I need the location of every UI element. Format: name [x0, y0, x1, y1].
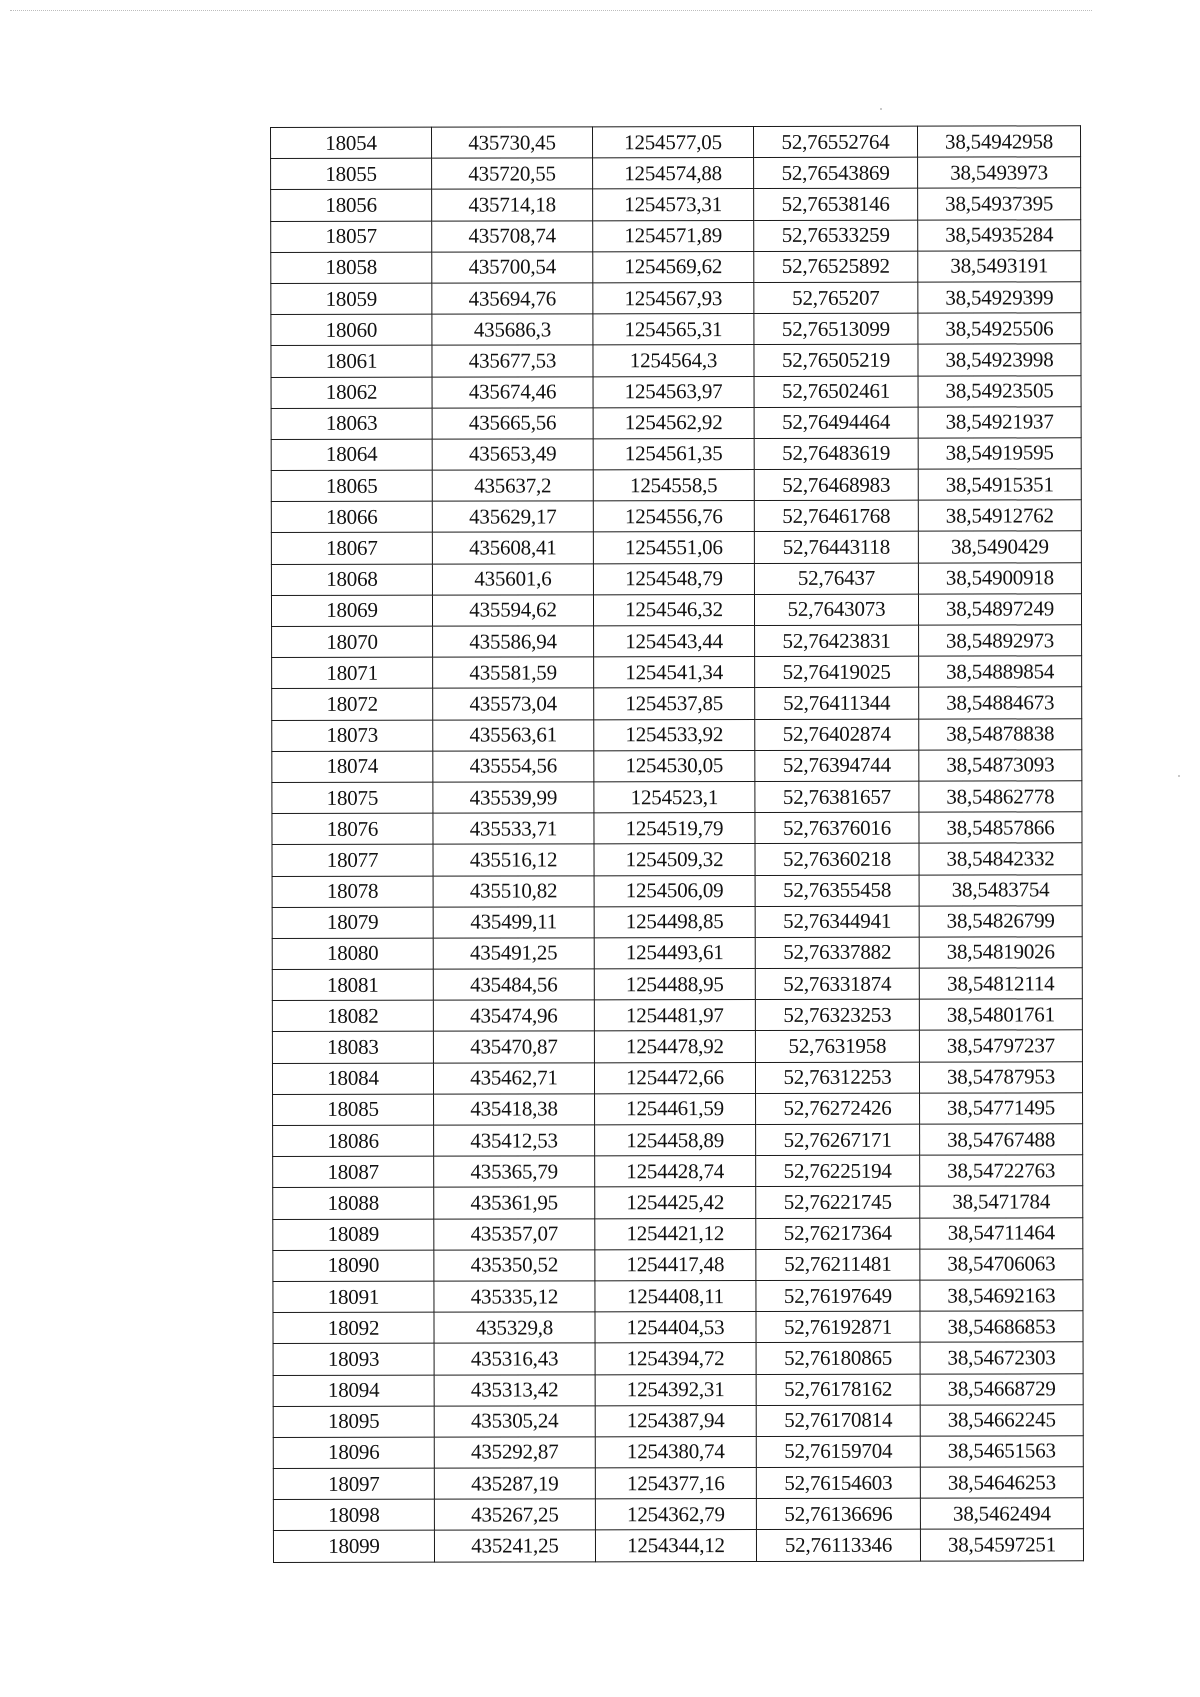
latitude-cell: 52,76505219 [754, 344, 918, 376]
table-row [271, 251, 1081, 284]
point-number-cell: 18083 [272, 1032, 433, 1064]
longitude-cell: 38,54767488 [920, 1124, 1083, 1156]
longitude-cell: 38,54889854 [919, 656, 1082, 688]
x-coordinate-cell: 435608,41 [432, 532, 593, 564]
longitude-cell: 38,54812114 [919, 968, 1082, 1000]
longitude-cell: 38,54597251 [920, 1529, 1083, 1561]
longitude-cell: 38,54892973 [919, 625, 1082, 657]
latitude-cell: 52,76552764 [754, 126, 918, 158]
point-number-cell: 18081 [272, 969, 433, 1001]
longitude-cell: 38,54692163 [920, 1280, 1083, 1312]
table-row [271, 282, 1081, 315]
y-coordinate-cell: 1254478,92 [594, 1031, 755, 1063]
longitude-cell: 38,54787953 [919, 1061, 1082, 1093]
latitude-cell: 52,76217364 [756, 1218, 920, 1250]
point-number-cell: 18082 [272, 1000, 433, 1032]
y-coordinate-cell: 1254551,06 [593, 532, 754, 564]
latitude-cell: 52,76411344 [755, 688, 919, 720]
latitude-cell: 52,76533259 [754, 220, 918, 252]
x-coordinate-cell: 435462,71 [433, 1062, 594, 1094]
point-number-cell: 18099 [273, 1531, 434, 1563]
latitude-cell: 52,765207 [754, 282, 918, 314]
latitude-cell: 52,76178162 [756, 1374, 920, 1406]
y-coordinate-cell: 1254498,85 [594, 906, 755, 938]
coordinates-table [270, 125, 1084, 1562]
table-row [273, 1249, 1083, 1282]
longitude-cell: 38,54915351 [918, 469, 1081, 501]
y-coordinate-cell: 1254458,89 [595, 1124, 756, 1156]
x-coordinate-cell: 435586,94 [433, 626, 594, 658]
longitude-cell: 38,54921937 [918, 406, 1081, 438]
longitude-cell: 38,54878838 [919, 718, 1082, 750]
longitude-cell: 38,54897249 [918, 594, 1081, 626]
point-number-cell: 18078 [272, 876, 433, 908]
table-row [273, 1498, 1083, 1531]
x-coordinate-cell: 435563,61 [433, 719, 594, 751]
x-coordinate-cell: 435510,82 [433, 875, 594, 907]
latitude-cell: 52,76180865 [756, 1342, 920, 1374]
latitude-cell: 52,76197649 [756, 1280, 920, 1312]
table-row [273, 1467, 1083, 1500]
y-coordinate-cell: 1254533,92 [594, 719, 755, 751]
longitude-cell: 38,54862778 [919, 781, 1082, 813]
point-number-cell: 18060 [271, 314, 432, 346]
longitude-cell: 38,54668729 [920, 1373, 1083, 1405]
table-row [271, 375, 1081, 408]
y-coordinate-cell: 1254387,94 [595, 1405, 756, 1437]
y-coordinate-cell: 1254362,79 [595, 1499, 756, 1531]
latitude-cell: 52,76267171 [756, 1124, 920, 1156]
longitude-cell: 38,54942958 [917, 126, 1080, 158]
y-coordinate-cell: 1254548,79 [593, 563, 754, 595]
x-coordinate-cell: 435350,52 [434, 1250, 595, 1282]
y-coordinate-cell: 1254493,61 [594, 937, 755, 969]
point-number-cell: 18063 [271, 408, 432, 440]
point-number-cell: 18080 [272, 938, 433, 970]
x-coordinate-cell: 435674,46 [432, 376, 593, 408]
longitude-cell: 38,54651563 [920, 1436, 1083, 1468]
longitude-cell: 38,5493191 [918, 251, 1081, 283]
point-number-cell: 18059 [271, 283, 432, 315]
longitude-cell: 38,54857866 [919, 812, 1082, 844]
x-coordinate-cell: 435267,25 [434, 1499, 595, 1531]
y-coordinate-cell: 1254461,59 [595, 1093, 756, 1125]
x-coordinate-cell: 435629,17 [432, 501, 593, 533]
latitude-cell: 52,76355458 [755, 875, 919, 907]
point-number-cell: 18074 [272, 751, 433, 783]
point-number-cell: 18097 [273, 1468, 434, 1500]
y-coordinate-cell: 1254344,12 [595, 1530, 756, 1562]
longitude-cell: 38,5490429 [918, 531, 1081, 563]
x-coordinate-cell: 435335,12 [434, 1281, 595, 1313]
table-row [272, 874, 1082, 907]
longitude-cell: 38,54925506 [918, 313, 1081, 345]
y-coordinate-cell: 1254577,05 [593, 126, 754, 158]
longitude-cell: 38,5471784 [920, 1186, 1083, 1218]
point-number-cell: 18070 [272, 626, 433, 658]
latitude-cell: 52,76221745 [756, 1187, 920, 1219]
x-coordinate-cell: 435700,54 [432, 252, 593, 284]
x-coordinate-cell: 435665,56 [432, 408, 593, 440]
latitude-cell: 52,76538146 [754, 189, 918, 221]
latitude-cell: 52,7631958 [755, 1031, 919, 1063]
x-coordinate-cell: 435241,25 [434, 1530, 595, 1562]
x-coordinate-cell: 435720,55 [432, 158, 593, 190]
latitude-cell: 52,76225194 [756, 1155, 920, 1187]
y-coordinate-cell: 1254380,74 [595, 1436, 756, 1468]
x-coordinate-cell: 435708,74 [432, 220, 593, 252]
latitude-cell: 52,76159704 [756, 1436, 920, 1468]
table-row [272, 999, 1082, 1032]
latitude-cell: 52,76461768 [754, 500, 918, 532]
x-coordinate-cell: 435594,62 [432, 595, 593, 627]
point-number-cell: 18066 [271, 501, 432, 533]
point-number-cell: 18079 [272, 907, 433, 939]
point-number-cell: 18069 [271, 595, 432, 627]
latitude-cell: 52,76312253 [755, 1062, 919, 1094]
table-row [273, 1217, 1083, 1250]
latitude-cell: 52,76344941 [755, 906, 919, 938]
point-number-cell: 18095 [273, 1406, 434, 1438]
longitude-cell: 38,54884673 [919, 687, 1082, 719]
table-row [273, 1124, 1083, 1157]
latitude-cell: 52,76381657 [755, 781, 919, 813]
x-coordinate-cell: 435316,43 [434, 1343, 595, 1375]
table-row [271, 438, 1081, 471]
latitude-cell: 52,76513099 [754, 313, 918, 345]
x-coordinate-cell: 435637,2 [432, 470, 593, 502]
table-row [273, 1280, 1083, 1313]
x-coordinate-cell: 435412,53 [434, 1125, 595, 1157]
y-coordinate-cell: 1254537,85 [594, 688, 755, 720]
table-row [273, 1373, 1083, 1406]
y-coordinate-cell: 1254574,88 [593, 158, 754, 190]
latitude-cell: 52,76483619 [754, 438, 918, 470]
x-coordinate-cell: 435653,49 [432, 439, 593, 471]
point-number-cell: 18091 [273, 1281, 434, 1313]
y-coordinate-cell: 1254506,09 [594, 875, 755, 907]
table-row [272, 843, 1082, 876]
scan-speck [1178, 775, 1180, 777]
table-row [273, 1342, 1083, 1375]
x-coordinate-cell: 435694,76 [432, 283, 593, 315]
table-row [273, 1436, 1083, 1469]
point-number-cell: 18056 [271, 190, 432, 222]
point-number-cell: 18077 [272, 844, 433, 876]
table-row [271, 531, 1081, 564]
table-row [271, 157, 1081, 190]
point-number-cell: 18075 [272, 782, 433, 814]
longitude-cell: 38,54923505 [918, 375, 1081, 407]
y-coordinate-cell: 1254546,32 [593, 594, 754, 626]
table-row [272, 1061, 1082, 1094]
point-number-cell: 18054 [271, 127, 432, 159]
table-row [272, 718, 1082, 751]
table-row [272, 687, 1082, 720]
y-coordinate-cell: 1254523,1 [594, 781, 755, 813]
scan-edge-line [10, 10, 1092, 11]
table-row [272, 625, 1082, 658]
x-coordinate-cell: 435581,59 [433, 657, 594, 689]
table-row [271, 219, 1081, 252]
point-number-cell: 18085 [273, 1094, 434, 1126]
longitude-cell: 38,54919595 [918, 438, 1081, 470]
table-row [273, 1529, 1083, 1562]
x-coordinate-cell: 435474,96 [433, 1000, 594, 1032]
point-number-cell: 18098 [273, 1499, 434, 1531]
y-coordinate-cell: 1254472,66 [594, 1062, 755, 1094]
x-coordinate-cell: 435365,79 [434, 1156, 595, 1188]
x-coordinate-cell: 435470,87 [433, 1031, 594, 1063]
y-coordinate-cell: 1254394,72 [595, 1343, 756, 1375]
longitude-cell: 38,54900918 [918, 562, 1081, 594]
x-coordinate-cell: 435484,56 [433, 969, 594, 1001]
point-number-cell: 18057 [271, 221, 432, 253]
table-row [272, 905, 1082, 938]
table-row [273, 1155, 1083, 1188]
table-row [271, 500, 1081, 533]
table-row [272, 781, 1082, 814]
longitude-cell: 38,54935284 [918, 219, 1081, 251]
point-number-cell: 18055 [271, 158, 432, 190]
point-number-cell: 18076 [272, 813, 433, 845]
longitude-cell: 38,54819026 [919, 937, 1082, 969]
y-coordinate-cell: 1254573,31 [593, 189, 754, 221]
x-coordinate-cell: 435601,6 [432, 563, 593, 595]
point-number-cell: 18064 [271, 439, 432, 471]
y-coordinate-cell: 1254530,05 [594, 750, 755, 782]
y-coordinate-cell: 1254425,42 [595, 1187, 756, 1219]
longitude-cell: 38,5483754 [919, 874, 1082, 906]
table-row [272, 1030, 1082, 1063]
point-number-cell: 18089 [273, 1219, 434, 1251]
longitude-cell: 38,5462494 [920, 1498, 1083, 1530]
longitude-cell: 38,54826799 [919, 905, 1082, 937]
y-coordinate-cell: 1254558,5 [593, 470, 754, 502]
x-coordinate-cell: 435730,45 [432, 127, 593, 159]
longitude-cell: 38,54672303 [920, 1342, 1083, 1374]
point-number-cell: 18062 [271, 377, 432, 409]
table-row [273, 1404, 1083, 1437]
latitude-cell: 52,76192871 [756, 1311, 920, 1343]
table-row [273, 1311, 1083, 1344]
longitude-cell: 38,5493973 [918, 157, 1081, 189]
y-coordinate-cell: 1254562,92 [593, 407, 754, 439]
latitude-cell: 52,76136696 [756, 1498, 920, 1530]
point-number-cell: 18058 [271, 252, 432, 284]
point-number-cell: 18061 [271, 345, 432, 377]
latitude-cell: 52,7643073 [754, 594, 918, 626]
x-coordinate-cell: 435313,42 [434, 1374, 595, 1406]
y-coordinate-cell: 1254417,48 [595, 1249, 756, 1281]
longitude-cell: 38,54797237 [919, 1030, 1082, 1062]
x-coordinate-cell: 435677,53 [432, 345, 593, 377]
x-coordinate-cell: 435686,3 [432, 314, 593, 346]
point-number-cell: 18072 [272, 689, 433, 721]
table-row [271, 344, 1081, 377]
point-number-cell: 18090 [273, 1250, 434, 1282]
latitude-cell: 52,76468983 [754, 469, 918, 501]
table-row [271, 188, 1081, 221]
latitude-cell: 52,76423831 [755, 625, 919, 657]
longitude-cell: 38,54722763 [920, 1155, 1083, 1187]
latitude-cell: 52,76437 [754, 563, 918, 595]
table-row [273, 1093, 1083, 1126]
y-coordinate-cell: 1254421,12 [595, 1218, 756, 1250]
longitude-cell: 38,54706063 [920, 1249, 1083, 1281]
y-coordinate-cell: 1254567,93 [593, 282, 754, 314]
latitude-cell: 52,76525892 [754, 251, 918, 283]
y-coordinate-cell: 1254509,32 [594, 844, 755, 876]
longitude-cell: 38,54929399 [918, 282, 1081, 314]
table-row [271, 313, 1081, 346]
table-row [272, 656, 1082, 689]
scan-speck [880, 108, 882, 110]
y-coordinate-cell: 1254556,76 [593, 501, 754, 533]
x-coordinate-cell: 435418,38 [434, 1094, 595, 1126]
y-coordinate-cell: 1254408,11 [595, 1280, 756, 1312]
longitude-cell: 38,54801761 [919, 999, 1082, 1031]
y-coordinate-cell: 1254488,95 [594, 969, 755, 1001]
longitude-cell: 38,54686853 [920, 1311, 1083, 1343]
y-coordinate-cell: 1254565,31 [593, 314, 754, 346]
x-coordinate-cell: 435554,56 [433, 751, 594, 783]
latitude-cell: 52,76360218 [755, 843, 919, 875]
latitude-cell: 52,76443118 [754, 532, 918, 564]
y-coordinate-cell: 1254561,35 [593, 438, 754, 470]
point-number-cell: 18092 [273, 1312, 434, 1344]
latitude-cell: 52,76272426 [756, 1093, 920, 1125]
longitude-cell: 38,54873093 [919, 750, 1082, 782]
y-coordinate-cell: 1254564,3 [593, 345, 754, 377]
latitude-cell: 52,76376016 [755, 812, 919, 844]
latitude-cell: 52,76502461 [754, 376, 918, 408]
x-coordinate-cell: 435292,87 [434, 1437, 595, 1469]
longitude-cell: 38,54771495 [920, 1093, 1083, 1125]
y-coordinate-cell: 1254563,97 [593, 376, 754, 408]
longitude-cell: 38,54912762 [918, 500, 1081, 532]
point-number-cell: 18065 [271, 470, 432, 502]
latitude-cell: 52,76331874 [755, 968, 919, 1000]
x-coordinate-cell: 435305,24 [434, 1406, 595, 1438]
table-row [272, 968, 1082, 1001]
latitude-cell: 52,76543869 [754, 157, 918, 189]
longitude-cell: 38,54646253 [920, 1467, 1083, 1499]
table-row [271, 594, 1081, 627]
table-row [271, 469, 1081, 502]
longitude-cell: 38,54937395 [918, 188, 1081, 220]
longitude-cell: 38,54842332 [919, 843, 1082, 875]
point-number-cell: 18071 [272, 657, 433, 689]
point-number-cell: 18087 [273, 1156, 434, 1188]
latitude-cell: 52,76337882 [755, 937, 919, 969]
latitude-cell: 52,76154603 [756, 1467, 920, 1499]
point-number-cell: 18088 [273, 1188, 434, 1220]
latitude-cell: 52,76419025 [755, 656, 919, 688]
table-row [271, 562, 1081, 595]
y-coordinate-cell: 1254392,31 [595, 1374, 756, 1406]
y-coordinate-cell: 1254481,97 [594, 1000, 755, 1032]
x-coordinate-cell: 435714,18 [432, 189, 593, 221]
latitude-cell: 52,76211481 [756, 1249, 920, 1281]
x-coordinate-cell: 435573,04 [433, 688, 594, 720]
table-row [273, 1186, 1083, 1219]
latitude-cell: 52,76170814 [756, 1405, 920, 1437]
latitude-cell: 52,76113346 [756, 1530, 920, 1562]
table-row [272, 937, 1082, 970]
table-row [272, 812, 1082, 845]
point-number-cell: 18073 [272, 720, 433, 752]
table-row [271, 406, 1081, 439]
table-row [271, 126, 1081, 159]
latitude-cell: 52,76394744 [755, 750, 919, 782]
x-coordinate-cell: 435491,25 [433, 938, 594, 970]
latitude-cell: 52,76494464 [754, 407, 918, 439]
longitude-cell: 38,54662245 [920, 1404, 1083, 1436]
y-coordinate-cell: 1254541,34 [594, 657, 755, 689]
y-coordinate-cell: 1254519,79 [594, 813, 755, 845]
x-coordinate-cell: 435357,07 [434, 1218, 595, 1250]
y-coordinate-cell: 1254569,62 [593, 251, 754, 283]
x-coordinate-cell: 435329,8 [434, 1312, 595, 1344]
x-coordinate-cell: 435516,12 [433, 844, 594, 876]
latitude-cell: 52,76402874 [755, 719, 919, 751]
longitude-cell: 38,54711464 [920, 1217, 1083, 1249]
y-coordinate-cell: 1254543,44 [594, 625, 755, 657]
point-number-cell: 18093 [273, 1343, 434, 1375]
x-coordinate-cell: 435539,99 [433, 782, 594, 814]
x-coordinate-cell: 435361,95 [434, 1187, 595, 1219]
y-coordinate-cell: 1254428,74 [595, 1156, 756, 1188]
point-number-cell: 18086 [273, 1125, 434, 1157]
point-number-cell: 18068 [271, 564, 432, 596]
point-number-cell: 18096 [273, 1437, 434, 1469]
x-coordinate-cell: 435499,11 [433, 907, 594, 939]
latitude-cell: 52,76323253 [755, 999, 919, 1031]
y-coordinate-cell: 1254571,89 [593, 220, 754, 252]
coordinates-table-body [271, 126, 1084, 1562]
y-coordinate-cell: 1254404,53 [595, 1312, 756, 1344]
y-coordinate-cell: 1254377,16 [595, 1468, 756, 1500]
table-row [272, 750, 1082, 783]
coordinates-table-container [270, 125, 1078, 1562]
longitude-cell: 38,54923998 [918, 344, 1081, 376]
point-number-cell: 18084 [272, 1063, 433, 1095]
point-number-cell: 18067 [271, 533, 432, 565]
point-number-cell: 18094 [273, 1375, 434, 1407]
x-coordinate-cell: 435287,19 [434, 1468, 595, 1500]
x-coordinate-cell: 435533,71 [433, 813, 594, 845]
